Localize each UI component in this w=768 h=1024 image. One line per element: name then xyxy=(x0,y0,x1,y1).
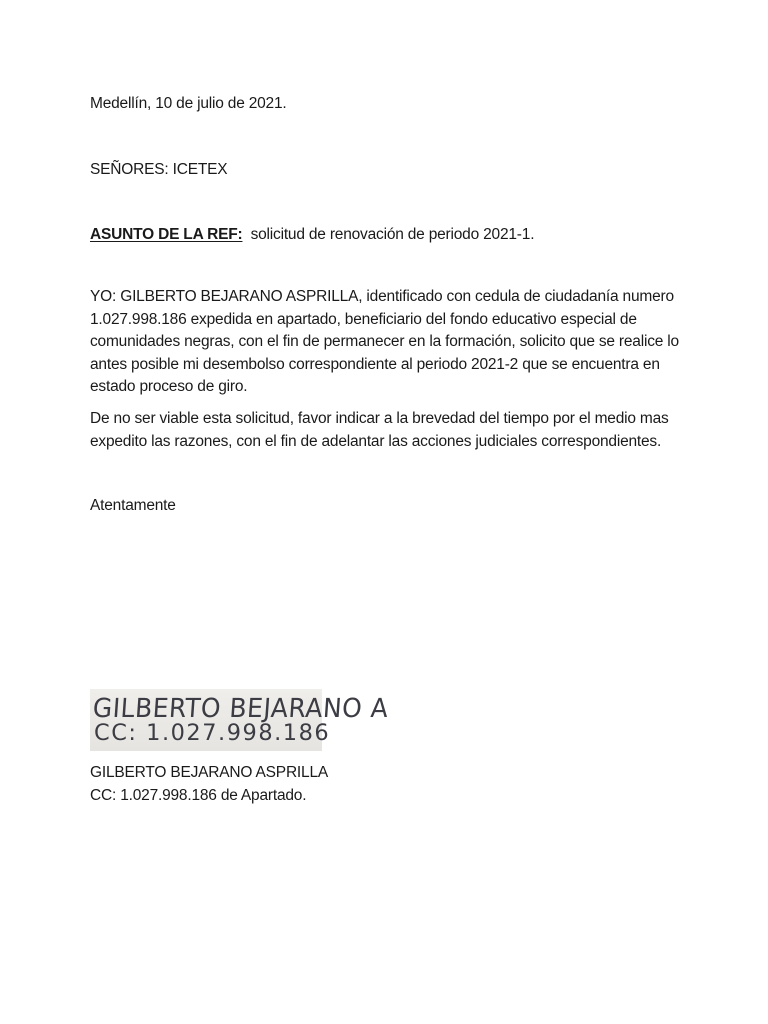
body-1-line: comunidades negras, con el fin de permanecer en la formación, solicito que se realice lo xyxy=(90,333,679,350)
signer-id: CC: 1.027.998.186 de Apartado. xyxy=(90,787,307,804)
subject-line xyxy=(90,224,534,246)
body-paragraph-2 xyxy=(90,408,670,453)
body-1-line: estado proceso de giro. xyxy=(90,378,248,395)
signer-name: GILBERTO BEJARANO ASPRILLA xyxy=(90,764,329,781)
recipient-line: SEÑORES: ICETEX xyxy=(90,161,228,178)
body-1-line: antes posible mi desembolso correspondiente al periodo 2021-2 que se encuentra en xyxy=(90,355,660,373)
subject-label: ASUNTO DE LA REF: xyxy=(90,226,243,243)
body-2-line: De no ser viable esta solicitud, favor indicar a la brevedad del tiempo por el medio mas xyxy=(90,410,669,427)
signature-handwritten-cc: CC: 1.027.998.186 xyxy=(94,721,331,746)
body-2-line: expedito las razones, con el fin de adelantar las acciones judiciales correspondientes. xyxy=(90,432,662,450)
closing-line: Atentamente xyxy=(90,497,176,514)
date-line: Medellín, 10 de julio de 2021. xyxy=(90,95,287,112)
body-1-line: YO: GILBERTO BEJARANO ASPRILLA, identificado con cedula de ciudadanía numero xyxy=(90,288,674,305)
subject-text: solicitud de renovación de periodo 2021-1. xyxy=(250,226,535,243)
body-1-line: 1.027.998.186 expedida en apartado, beneficiario del fondo educativo especial de xyxy=(90,310,637,328)
signature-handwritten-name: GILBERTO BEJARANO A xyxy=(91,693,390,724)
handwritten-signature-image xyxy=(90,689,390,751)
body-paragraph-1 xyxy=(90,286,679,399)
